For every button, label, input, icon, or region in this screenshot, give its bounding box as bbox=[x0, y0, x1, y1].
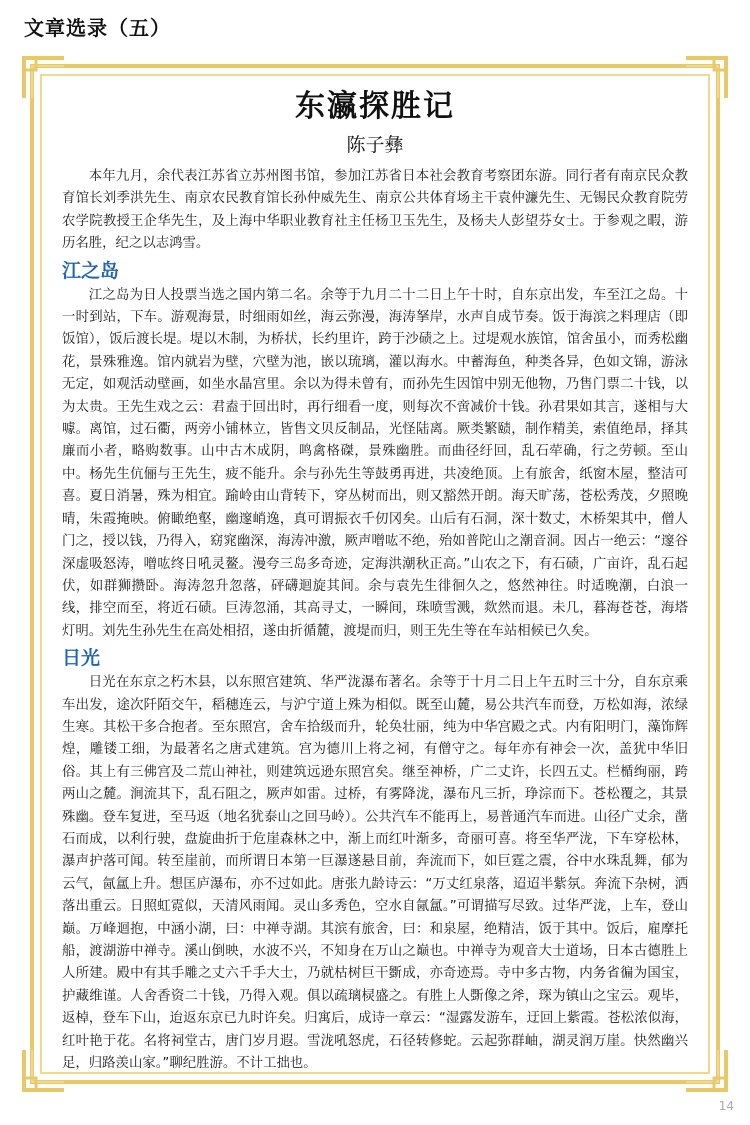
article-author: 陈子彝 bbox=[346, 134, 404, 156]
article-title: 东瀛探胜记 bbox=[295, 89, 455, 124]
page-number: 14 bbox=[718, 1099, 734, 1113]
section-heading-enoshima: 江之岛 bbox=[62, 259, 120, 282]
header-label: 文章选录（五） bbox=[24, 16, 171, 40]
intro-paragraph: 本年九月，余代表江苏省立苏州图书馆，参加江苏省日本社会教育考察团东游。同行者有南京民众教育馆长刘季洪先生、南京农民教育馆长孙仲威先生、南京公共体育场主干袁仲濂先生、无锡民众教育院劳农学院教授王企华先生，及上海中华职业教育社主任杨卫玉先生，及杨夫人彭望芬女士。于参观之暇，游历名胜，纪之以志鸿雪。 bbox=[62, 169, 688, 252]
corner-ornament-bottom-left bbox=[20, 1048, 66, 1094]
corner-ornament-top-left bbox=[20, 54, 66, 100]
section-text-enoshima: 江之岛为日人投票当选之国内第二名。余等于九月二十二日上午十时，自东京出发，车至江之岛。十一时到站，下车。游观海景，时细雨如丝，海云弥漫，海涛拏岸，水声自成节奏。饭于海滨之料理店（即饭馆），饭后渡长堤。堤以木制，为桥状，长约里许，跨于沙碛之上。过堤观水族馆，馆舍虽小，而秀松幽花，景殊雅逸。馆内就岩为壁，穴壁为池，嵌以琉璃，灌以海水。中蓄海鱼，种类各异，色如文锦，游泳无定，如观活动壁画，如坐水晶宫里。余以为得未曾有，而孙先生因馆中别无他物，乃售门票二十钱，以为太贵。王先生戏之云：君盍于回出时，再行细看一度，则每次不啻减价十钱。孙君果如其言，遂相与大噱。离馆，过石衢，两旁小铺林立，皆售文贝反制品，光怪陆离。厥类繁赜，制作精美，索值绝昂，择其廉而小者，略购数事。山中古木成阴，鸣禽格磔，景殊幽胜。而曲径纡回，乱石荦确，行之劳顿。至山中。杨先生伉俪与王先生，疲不能升。余与孙先生等鼓勇再进，共凌绝顶。上有旅舍，纸窗木屋，整洁可喜。夏日消暑，殊为相宜。踰岭由山背转下，穿丛树而出，则又豁然开朗。海天旷荡，苍松秀茂，夕照晚晴，朱霞掩映。俯瞰绝壑，幽邃峭逸，真可谓振衣千仞冈矣。山后有石洞，深十数丈，木桥架其中，僧人门之，授以钱，乃得入，窈窕幽深，海涛冲激，厥声噌吰不绝，殆如普陀山之潮音洞。因占一绝云：“邃谷深虚吸怒涛，噌吰终日吼灵鳌。漫夸三岛多奇迹，定海洪潮秋正高。”山农之下，有石碛，广亩许，乱石起伏，如群狮攒卧。海涛忽升忽落，砰礴迴旋其间。余与袁先生徘徊久之，悠然神往。时适晚潮，白浪一线，排空而至，将近石碛。巨涛忽涌，其高寻丈，一瞬间，珠喷雪溅，欻然而退。未几，暮海苍苍，海塔灯明。刘先生孙先生在高处相招，遂由折循麓，渡堤而归，则王先生等在车站相候已久矣。 bbox=[62, 287, 688, 639]
section-heading-nikko: 日光 bbox=[62, 647, 101, 670]
corner-ornament-top-right bbox=[684, 54, 730, 100]
corner-ornament-bottom-right bbox=[684, 1048, 730, 1094]
section-text-nikko: 日光在东京之朽木县，以东照宫建筑、华严泷瀑布著名。余等于十月二日上午五时三十分，自东京乘车出发，途次阡陌交午，稻穗连云，与沪宁道上殊为相似。既至山麓，易公共汽车而登，万松如海，浓绿生寒。其松干多合抱者。至东照宫，舍车拾级而升，轮奂壮丽，纯为中华宫殿之式。内有阳明门，藻饰辉煌，雕镂工细，为最著名之唐式建筑。宫为德川上将之祠，有僧守之。每年亦有神会一次，盖犹中华旧俗。其上有三佛宫及二荒山神社，则建筑远逊东照宫矣。继至神桥，广二丈许，长四五丈。栏楯绚丽，跨两山之麓。涧流其下，乱石阻之，厥声如雷。过桥，有雾降泷，瀑布凡三折，琤淙而下。苍松覆之，其景殊幽。登车复进，至马返（地名犹泰山之回马岭）。公共汽车不能再上，易普通汽车而进。山径广丈余，凿石而成，以利行驶，盘旋曲折于危崖森林之中，渐上而红叶渐多，奇丽可喜。将至华严泷，下车穿松林，瀑声护落可闻。转至崖前，而所谓日本第一巨瀑遂悬目前，奔流而下，如巨霆之震，谷中水珠乱舞，郁为云气，氤氲上升。想匡庐瀑布，亦不过如此。唐张九龄诗云：“万丈红泉落，迢迢半紫氛。奔流下杂树，洒落出重云。日照虹霓似，天清风雨闻。灵山多秀色，空水自氤氲。”可谓描写尽致。过华严泷，上车，登山巅。万峰迴抱，中涵小湖，曰：中禅寺湖。其滨有旅舍，曰：和泉屋，绝精洁，饭于其中。饭后，雇摩托船，渡湖游中禅寺。溪山倒映，水波不兴，不知身在万山之巅也。中禅寺为观音大士道场，日本古德胜上人所建。殿中有其手雕之丈六千手大士，乃就枯树巨干斵成，亦奇迹焉。寺中多古物，内务省徧为国宝，护藏维谨。人舍香资二十钱，乃得入观。俱以疏璃棂盛之。有胜上人斲像之斧，琛为镇山之宝云。观毕，返棹，登车下山，迨返东京已九时许矣。归寓后，成诗一章云：“湿露发游车，迂回上紫霞。苍松浓似海，红叶艳于花。名将祠堂古，唐门岁月遐。雪泷吼怒虎，石径转修蛇。云起弥群岫，湖灵润万崖。快然幽兴足，归路羡山家。”聊纪胜游。不计工拙也。 bbox=[62, 675, 688, 1072]
article-body bbox=[62, 88, 688, 1075]
